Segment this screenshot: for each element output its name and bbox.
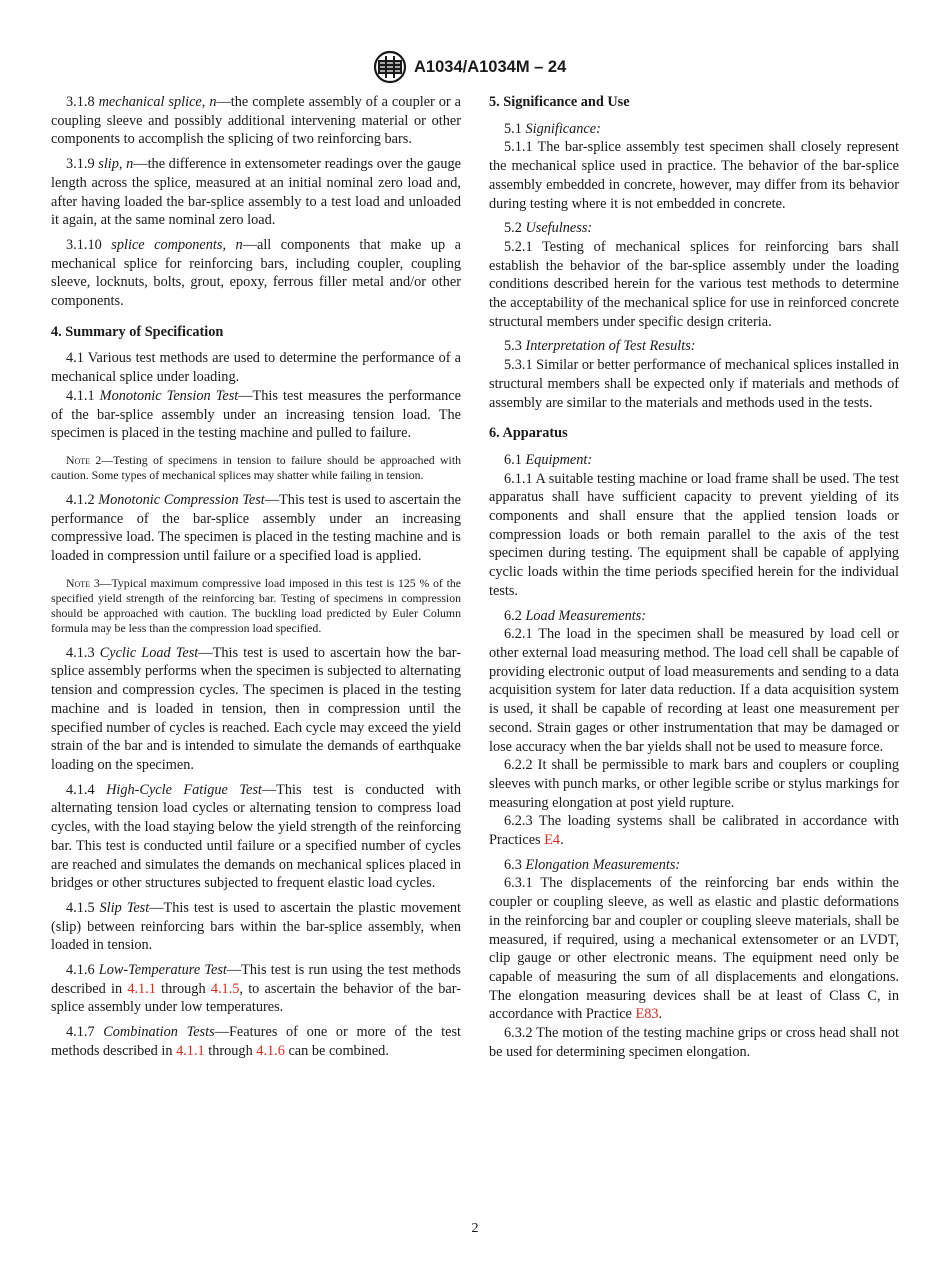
section-4-1-1: 4.1.1 Monotonic Tension Test—This test measures the performance of the bar-splice assembly under an increasing tension load. The specimen is placed in the testing machine and pulled to failure. bbox=[51, 387, 461, 442]
heading-summary: 4. Summary of Specification bbox=[51, 323, 224, 340]
document-designation: A1034/A1034M – 24 bbox=[414, 58, 567, 76]
section-5-1: 5.1 Significance: bbox=[504, 120, 601, 137]
section-5-1-1: 5.1.1 The bar-splice assembly test specimen shall closely represent the mechanical splice used in practice. The behavior of the bar-splice assembly embedded in concrete, however, may differ from its behavior during testing where it is not embedded in concrete. bbox=[489, 139, 899, 212]
link-4-1-1-b[interactable]: 4.1.1 bbox=[176, 1042, 205, 1059]
section-4-1-7: 4.1.7 Combination Tests—Features of one or more of the test methods described in 4.1.1 through 4.1.6 can be combined. bbox=[51, 1024, 461, 1059]
section-6-1-1: 6.1.1 A suitable testing machine or load frame shall be used. The test apparatus shall have sufficient capacity to prevent yielding of its components and shall ensure that the applied tension loads or compression loads or both remain parallel to the axis of the test specimen during testing. The equipment shall be capable of applying cyclic loads within the time periods specified herein for the individual tests. bbox=[489, 470, 899, 599]
section-5-3-1: 5.3.1 Similar or better performance of mechanical splices installed in structural members shall be expected only if materials and methods of assembly are similar to the materials and methods used in the tests. bbox=[489, 357, 900, 411]
page-number: 2 bbox=[471, 1221, 479, 1236]
page-header bbox=[0, 50, 950, 84]
note-3: Note 3—Typical maximum compressive load imposed in this test is 125 % of the specified yield strength of the reinforcing bar. Testing of specimens in compression should be approached with caution. The buckling load predicted by Euler Column formula may be less than the compression load specified. bbox=[51, 575, 461, 635]
section-5-2: 5.2 Usefulness: bbox=[504, 220, 593, 237]
section-4-1-6: 4.1.6 Low-Temperature Test—This test is run using the test methods described in 4.1.1 through 4.1.5, to ascertain the behavior of the bar-splice assembly under low temperatures. bbox=[51, 962, 461, 1016]
section-4-1-5: 4.1.5 Slip Test—This test is used to ascertain the plastic movement (slip) between reinforcing bars within the bar-splice assembly, when loaded in tension. bbox=[51, 899, 461, 954]
link-e83[interactable]: E83 bbox=[635, 1006, 659, 1023]
left-column bbox=[51, 93, 461, 1067]
section-6-2-3: 6.2.3 The loading systems shall be calibrated in accordance with Practices E4. bbox=[489, 813, 899, 849]
section-6-3-1: 6.3.1 The displacements of the reinforcing bar ends within the coupler or coupling sleeve, as well as elastic and plastic deformations in the reinforcing bar and coupler or coupling sleeve materials, shall be measured, if required, using a mechanical extensometer or an LVDT, clip gauge or other electronic means. The equipment need only be capable of measuring the sum of all displacements and elongations. The elongation measuring devices shall be at least of Class C, in accordance with Practice E83. bbox=[489, 875, 899, 1023]
section-4-1-4: 4.1.4 High-Cycle Fatigue Test—This test is conducted with alternating tension load cycles or alternating tension to compress load cycles, with the load staying below the yield strength of the reinforcing bar. This test is conducted until failure or a specified number of cycles are reached and simulates the demands on mechanical splices placed in bridges or other structures subjected to frequent elastic load cycles. bbox=[51, 781, 461, 892]
link-4-1-5[interactable]: 4.1.5 bbox=[210, 980, 240, 997]
heading-significance: 5. Significance and Use bbox=[489, 94, 630, 110]
note-2: Note 2—Testing of specimens in tension to failure should be approached with caution. Some types of mechanical splices may shatter while failing in tension. bbox=[51, 452, 461, 482]
link-4-1-1[interactable]: 4.1.1 bbox=[127, 980, 156, 997]
section-6-2: 6.2 Load Measurements: bbox=[504, 607, 647, 624]
link-4-1-6[interactable]: 4.1.6 bbox=[256, 1042, 285, 1059]
section-4-1-3: 4.1.3 Cyclic Load Test—This test is used to ascertain how the bar-splice assembly performs when the specimen is subjected to alternating tension and compression cycles. The specimen is placed in the testing machine and is loaded in tension, then in compression until the specified number of cycles is reached. Each cycle may exceed the yield strain of the bar and is intended to simulate the demands of earthquake loading on the specimen. bbox=[51, 644, 461, 773]
section-6-2-2: 6.2.2 It shall be permissible to mark bars and couplers or coupling sleeves with punch marks, or other legible scribe or stylus markings for measuring elongation at post yield rupture. bbox=[489, 757, 899, 811]
section-3-1-10: 3.1.10 splice components, n—all components that make up a mechanical splice for reinforcing bars, including coupler, coupling sleeve, locknuts, bolts, grout, epoxy, ferrous filler metal and/or other components. bbox=[51, 236, 462, 310]
section-4-1: 4.1 Various test methods are used to determine the performance of a mechanical splice under loading. bbox=[51, 350, 461, 386]
astm-logo-icon bbox=[372, 50, 408, 84]
section-6-3-2: 6.3.2 The motion of the testing machine grips or cross head shall not be used for determining specimen elongation. bbox=[489, 1025, 899, 1060]
section-4-1-2: 4.1.2 Monotonic Compression Test—This test is used to ascertain the performance of the bar-splice assembly under an increasing compressive load. The specimen is placed in the testing machine and is loaded in compression until failure or a specified load is applied. bbox=[51, 491, 461, 565]
section-6-2-1: 6.2.1 The load in the specimen shall be measured by load cell or other external load measuring method. The load cell shall be capable of providing electronic output of load measurements and sending to a data acquisition system for later data reduction. If a data acquisition system is used, it shall be capable of recording at least one measurement per second. Strain gages or other instrumentation that may be damaged or lose accuracy when the bar yields shall not be used to measure force. bbox=[489, 626, 899, 755]
heading-apparatus: 6. Apparatus bbox=[489, 425, 568, 442]
section-6-3: 6.3 Elongation Measurements: bbox=[504, 856, 681, 873]
link-e4[interactable]: E4 bbox=[544, 832, 561, 849]
section-6-1: 6.1 Equipment: bbox=[504, 451, 593, 468]
section-3-1-9: 3.1.9 slip, n—the difference in extensometer readings over the gauge length across the splice, measured at an initial nominal zero load and, after having loaded the bar-splice assembly to a test load and unloaded it again, at the same nominal zero load. bbox=[51, 156, 461, 229]
section-3-1-8: 3.1.8 mechanical splice, n—the complete assembly of a coupler or a coupling sleeve and possibly additional intervening material or other components to accomplish the splicing of two reinforcing bars. bbox=[51, 94, 461, 148]
right-column bbox=[489, 93, 899, 1067]
section-5-2-1: 5.2.1 Testing of mechanical splices for reinforcing bars shall establish the behavior of the bar-splice assembly under the loading conditions described herein for the various test methods to determine the acceptability of the mechanical splice for use in reinforced concrete structural members under specific design criteria. bbox=[489, 238, 899, 330]
section-5-3: 5.3 Interpretation of Test Results: bbox=[504, 338, 696, 355]
